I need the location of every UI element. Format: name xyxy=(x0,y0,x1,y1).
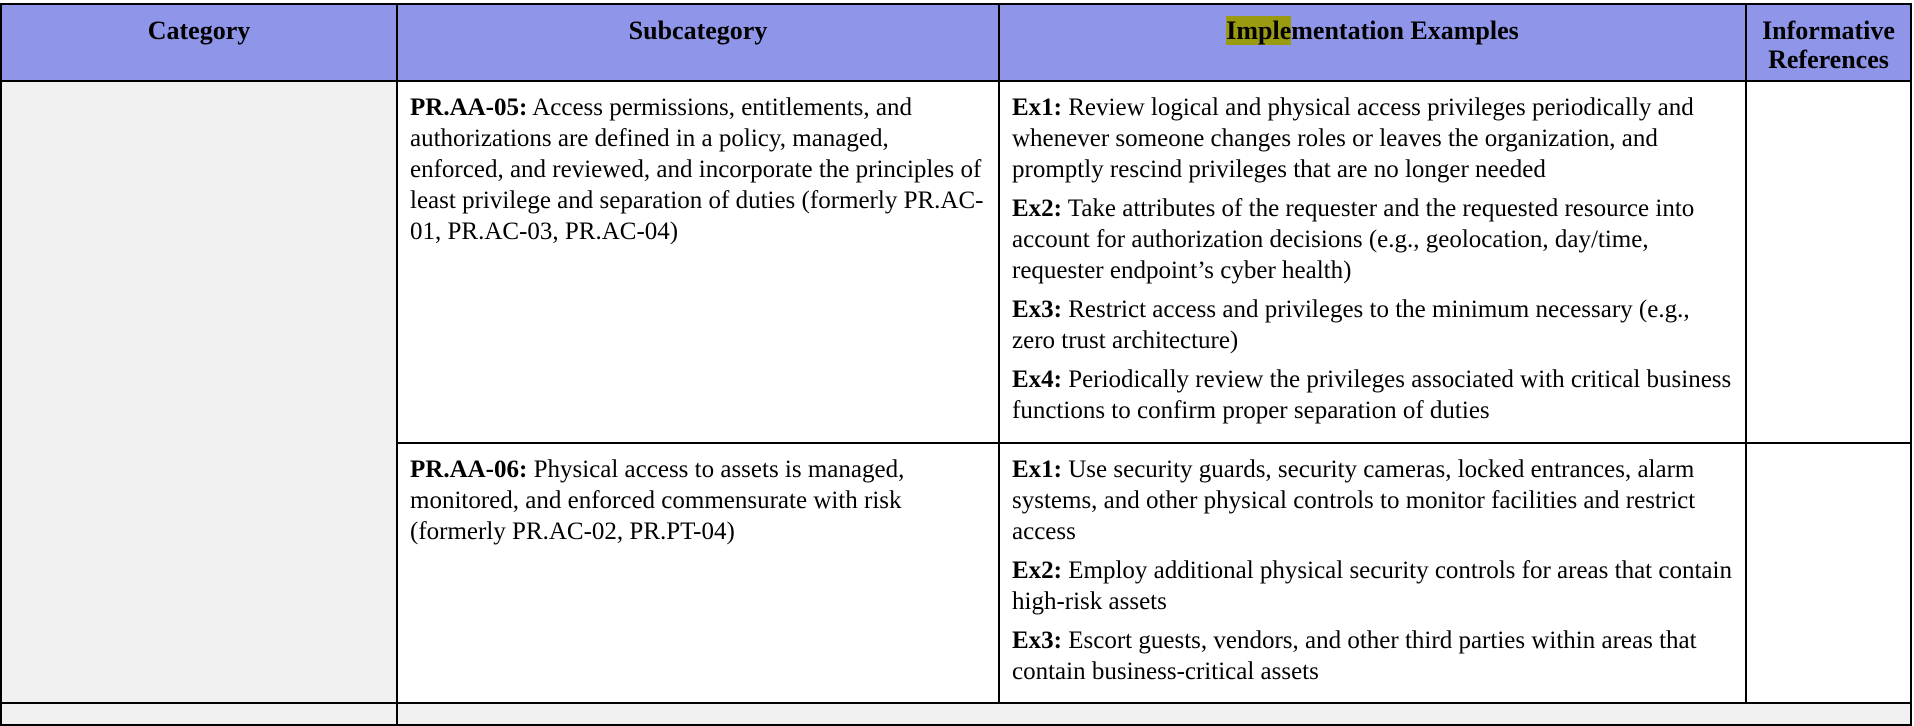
header-informative-line1: Informative xyxy=(1762,16,1895,45)
subcategory-id: PR.AA-05: xyxy=(410,94,528,121)
example-text: Review logical and physical access privileges periodically and whenever someone changes roles or leaves the organization, and promptly rescind privileges that are no longer needed xyxy=(1012,94,1694,183)
header-row xyxy=(1,4,1911,81)
subcategory-id: PR.AA-06: xyxy=(410,456,528,483)
header-informative-line2: References xyxy=(1768,45,1889,74)
example-item xyxy=(1012,625,1733,687)
informative-references-cell xyxy=(1746,81,1911,443)
example-item xyxy=(1012,193,1733,286)
informative-references-cell xyxy=(1746,443,1911,703)
example-text: Escort guests, vendors, and other third parties within areas that contain business-critical assets xyxy=(1012,627,1697,685)
category-cell xyxy=(1,703,397,725)
header-impl-rest: mentation Examples xyxy=(1291,16,1519,45)
subcategory-cell xyxy=(397,81,999,443)
example-id: Ex4: xyxy=(1012,366,1062,393)
highlighted-text: Imple xyxy=(1226,16,1292,45)
header-subcategory: Subcategory xyxy=(397,4,999,81)
next-row-cell xyxy=(397,703,1911,725)
implementation-cell xyxy=(999,443,1746,703)
category-cell xyxy=(1,81,397,703)
example-item xyxy=(1012,294,1733,356)
example-text: Use security guards, security cameras, locked entrances, alarm systems, and other physical controls to monitor facilities and restrict access xyxy=(1012,456,1696,545)
example-text: Employ additional physical security controls for areas that contain high-risk assets xyxy=(1012,557,1732,615)
example-id: Ex2: xyxy=(1012,557,1062,584)
example-id: Ex3: xyxy=(1012,627,1062,654)
subcategory-text: Physical access to assets is managed, monitored, and enforced commensurate with risk (formerly PR.AC-02, PR.PT-04) xyxy=(410,456,905,545)
header-informative-references xyxy=(1746,4,1911,81)
subcategory-cell xyxy=(397,443,999,703)
example-id: Ex1: xyxy=(1012,94,1062,121)
implementation-cell xyxy=(999,81,1746,443)
subcategory-text: Access permissions, entitlements, and authorizations are defined in a policy, managed, enforced, and reviewed, and incorporate the principles of least privilege and separation of duties (formerly PR.AC-01, PR.AC-03, PR.AC-04) xyxy=(410,94,984,245)
example-item xyxy=(1012,555,1733,617)
example-item xyxy=(1012,92,1733,185)
header-implementation-examples xyxy=(999,4,1746,81)
example-text: Restrict access and privileges to the minimum necessary (e.g., zero trust architecture) xyxy=(1012,296,1690,354)
example-id: Ex1: xyxy=(1012,456,1062,483)
example-id: Ex3: xyxy=(1012,296,1062,323)
example-item xyxy=(1012,454,1733,547)
header-category: Category xyxy=(1,4,397,81)
example-text: Periodically review the privileges associated with critical business functions to confirm proper separation of duties xyxy=(1012,366,1732,424)
table-row xyxy=(1,703,1911,725)
example-text: Take attributes of the requester and the requested resource into account for authorization decisions (e.g., geolocation, day/time, requester endpoint’s cyber health) xyxy=(1012,195,1695,284)
example-item xyxy=(1012,364,1733,426)
framework-table xyxy=(0,3,1912,726)
table-row xyxy=(1,81,1911,443)
example-id: Ex2: xyxy=(1012,195,1062,222)
